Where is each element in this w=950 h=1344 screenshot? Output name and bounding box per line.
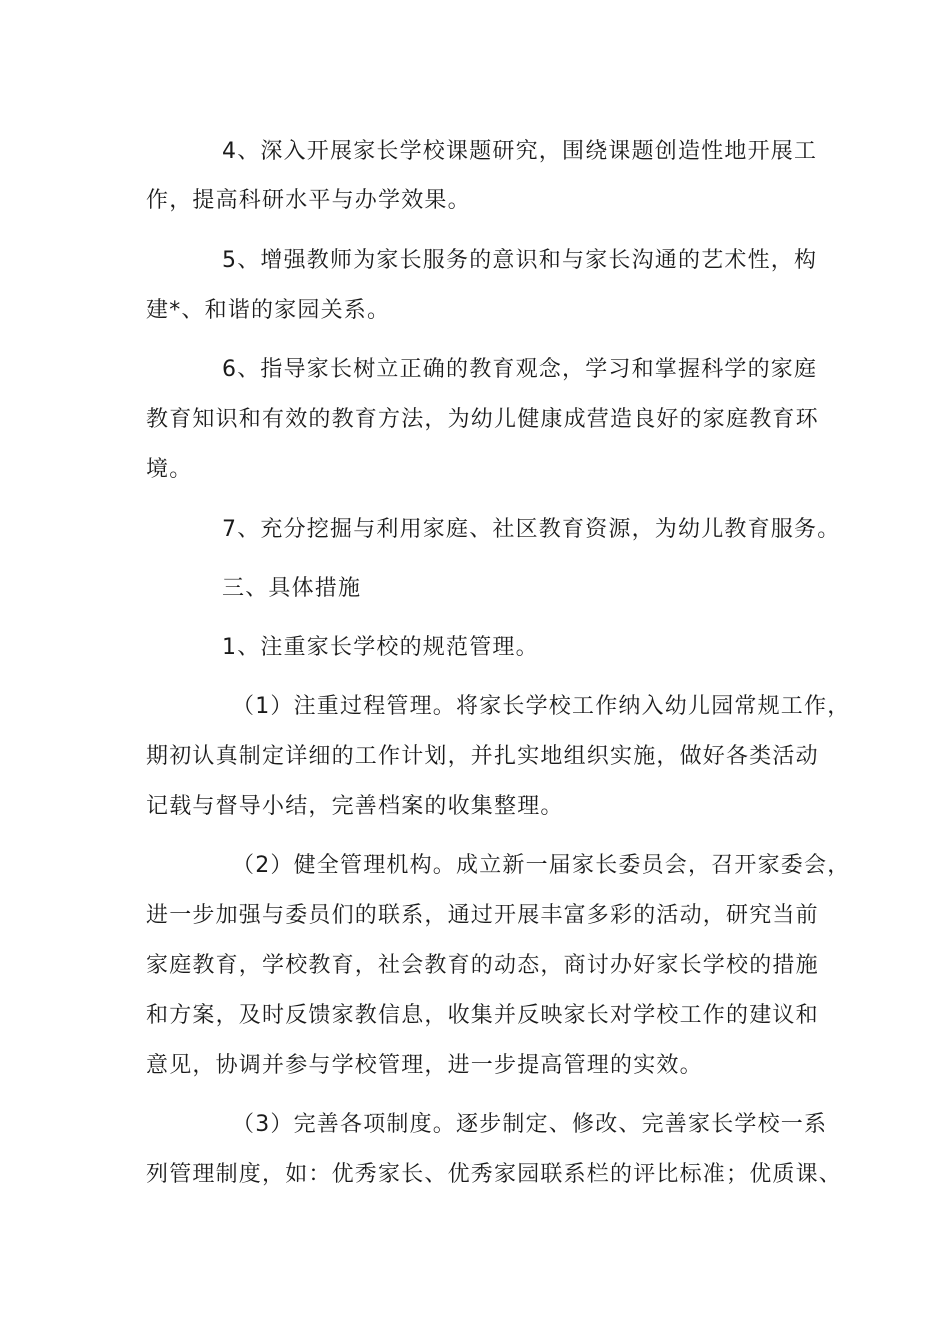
text-line: 1、注重家长学校的规范管理。 <box>222 635 539 660</box>
text-line: 建*、和谐的家园关系。 <box>146 298 391 323</box>
text-line: 意见，协调并参与学校管理，进一步提高管理的实效。 <box>146 1053 703 1078</box>
text-line: 和方案，及时反馈家教信息，收集并反映家长对学校工作的建议和 <box>146 1003 819 1028</box>
text-line: 6、指导家长树立正确的教育观念，学习和掌握科学的家庭 <box>222 357 818 382</box>
text-line: （1）注重过程管理。将家长学校工作纳入幼儿园常规工作， <box>232 694 851 719</box>
text-line: 5、增强教师为家长服务的意识和与家长沟通的艺术性，构 <box>222 248 818 273</box>
text-line: 列管理制度，如：优秀家长、优秀家园联系栏的评比标准；优质课、 <box>146 1162 843 1187</box>
text-line: （3）完善各项制度。逐步制定、修改、完善家长学校一系 <box>232 1112 828 1137</box>
text-line: 进一步加强与委员们的联系，通过开展丰富多彩的活动，研究当前 <box>146 903 819 928</box>
text-line: 4、深入开展家长学校课题研究，围绕课题创造性地开展工 <box>222 139 818 164</box>
text-line: 期初认真制定详细的工作计划，并扎实地组织实施，做好各类活动 <box>146 744 819 769</box>
text-line: 境。 <box>146 457 193 482</box>
section-heading: 三、具体措施 <box>222 576 362 601</box>
text-line: 作，提高科研水平与办学效果。 <box>146 188 471 213</box>
text-line: 教育知识和有效的教育方法，为幼儿健康成营造良好的家庭教育环 <box>146 407 819 432</box>
text-line: 记载与督导小结，完善档案的收集整理。 <box>146 794 564 819</box>
text-line: 家庭教育，学校教育，社会教育的动态，商讨办好家长学校的措施 <box>146 953 819 978</box>
text-line: （2）健全管理机构。成立新一届家长委员会，召开家委会， <box>232 853 851 878</box>
text-line: 7、充分挖掘与利用家庭、社区教育资源，为幼儿教育服务。 <box>222 517 841 542</box>
